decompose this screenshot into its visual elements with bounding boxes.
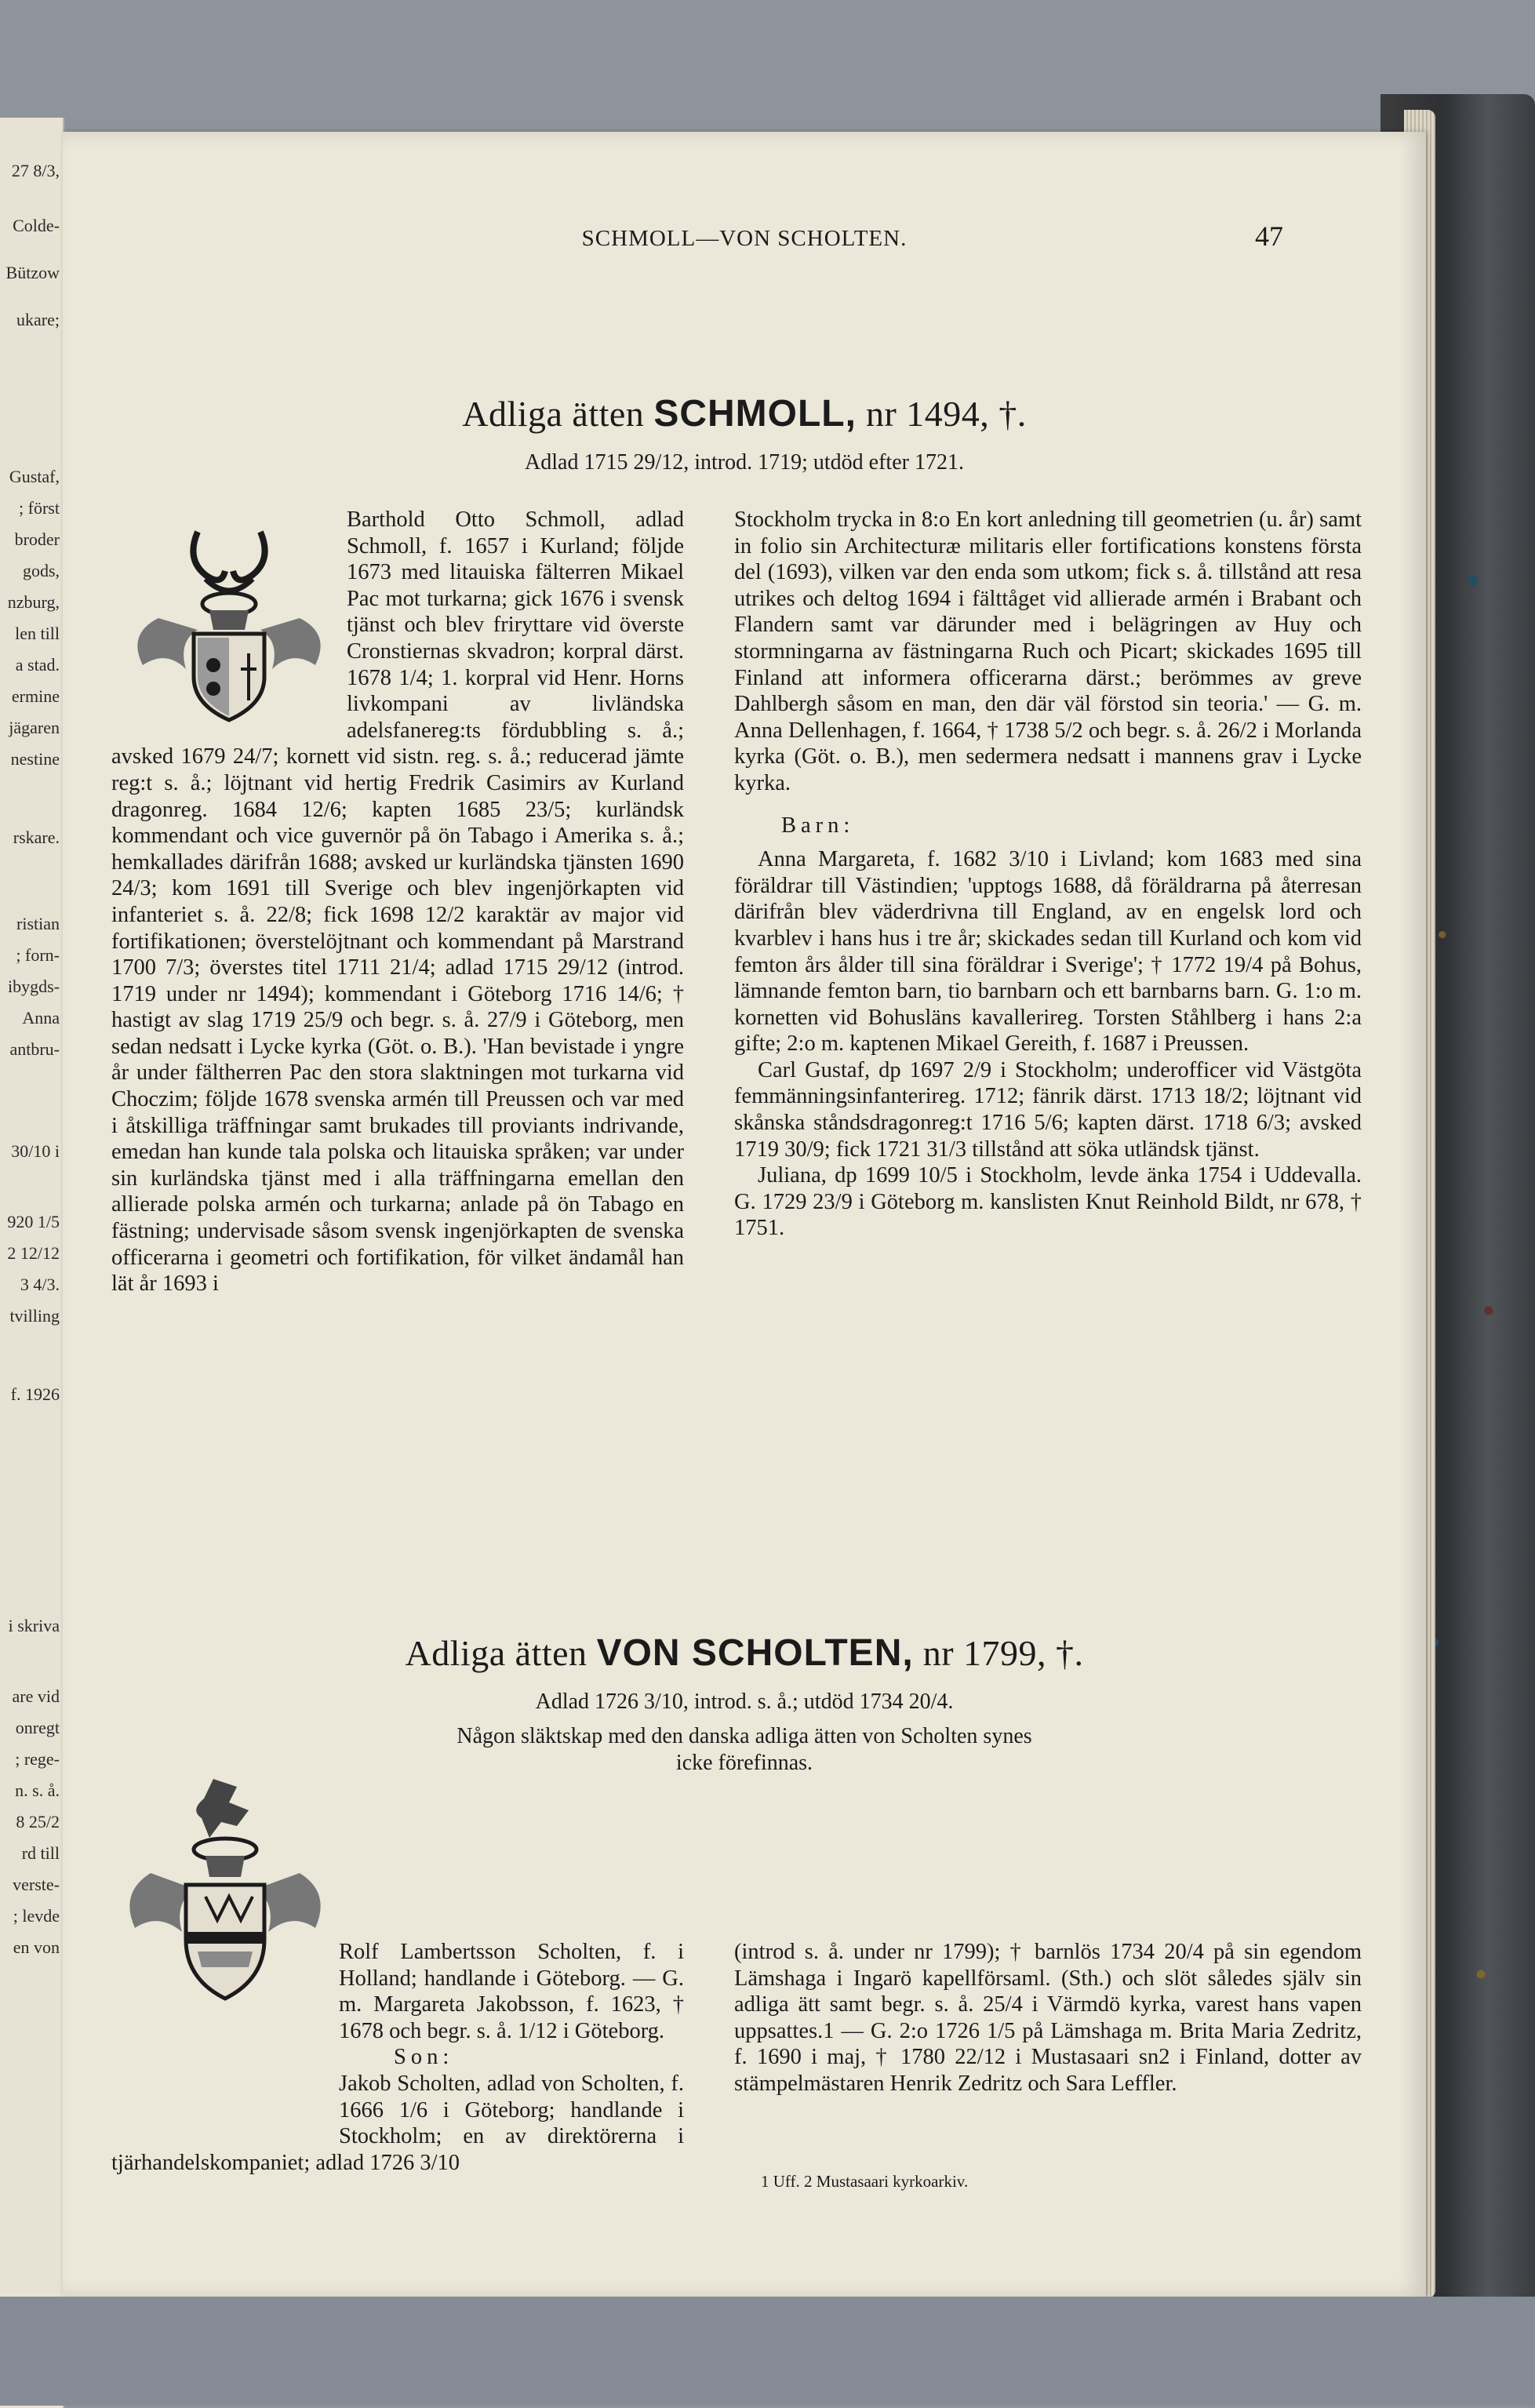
schmoll-left-text (111, 507, 684, 1297)
previous-page-line: 30/10 i (11, 1141, 60, 1161)
coat-spacer (111, 507, 347, 742)
previous-page-line: ; rege- (15, 1749, 60, 1769)
previous-page-line: broder (14, 529, 60, 549)
previous-page-line: ibygds- (8, 977, 60, 996)
previous-page-line: ukare; (16, 310, 60, 329)
schmoll-title (63, 392, 1426, 435)
previous-page-line: ; forn- (16, 945, 60, 965)
previous-page-line: Colde- (13, 216, 60, 235)
previous-page-line: 27 8/3, (11, 161, 60, 180)
previous-page-line: n. s. å. (15, 1781, 60, 1800)
previous-page-line: ; levde (13, 1906, 60, 1926)
previous-page-line: verste- (13, 1875, 60, 1894)
previous-page-line: 8 25/2 (16, 1812, 60, 1831)
schmoll-title-family: SCHMOLL, (653, 393, 857, 435)
running-head: SCHMOLL—VON SCHOLTEN. (581, 226, 908, 251)
scholten-jakob-text: Jakob Scholten, adlad von Scholten, f. 1666 1/6 i Göteborg; handlande i Stockholm; en av direktörerna i tjärhandelskompaniet; adlad 1726 3/10 (111, 2071, 684, 2175)
previous-page-line: en von (13, 1937, 60, 1957)
page-number: 47 (1255, 220, 1283, 252)
previous-page-line: len till (15, 624, 60, 643)
previous-page-line: rd till (21, 1843, 60, 1863)
previous-page-fragment (0, 118, 64, 2408)
previous-page-line: nzburg, (7, 592, 60, 612)
scholten-title-pre: Adliga ätten (405, 1633, 587, 1673)
schmoll-child-carl: Carl Gustaf, dp 1697 2/9 i Stockholm; underofficer vid Västgöta femmänningsinfanterireg. 1712; fänrik därst. 1713 18/2; löjtnant vid skånska ståndsdragonreg:t 1716 5/6; kapten därst. 1718 6/3; avsked 1719 30/9; fick 1721 31/3 tillstånd att söka utländsk tjänst. (734, 1057, 1362, 1162)
previous-page-line: 2 12/12 (7, 1243, 60, 1263)
scholten-note-line2: icke förefinnas. (675, 1751, 813, 1775)
schmoll-title-pre: Adliga ätten (462, 394, 645, 434)
scholten-title-post: nr 1799, †. (922, 1633, 1084, 1673)
previous-page-line: ristian (16, 914, 60, 933)
scholten-rolf-text: Rolf Lambertsson Scholten, f. i Holland; handlande i Göteborg. — G. m. Margareta Jakobsson, f. 1623, † 1678 och begr. s. å. 1/12 i Göteborg. (339, 1940, 684, 2043)
scholten-right-para: (introd s. å. under nr 1799); † barnlös 1734 20/4 på sin egendom Lämshaga i Ingarö kapellförsaml. (Sth.) och slöt således själv sin adliga ätt samt begr. s. å. 25/4 i Värmdö kyrka, varest hans vapen uppsattes.1 — G. 2:o 1726 1/5 på Lämshaga m. Brita Maria Zedritz, f. 1690 i maj, † 1780 22/12 i Mustasaari sn2 i Finland, dotter av stämpelmästaren Henrik Zedritz och Sara Leffler. (734, 1940, 1362, 2096)
previous-page-line: jägaren (9, 718, 60, 737)
schmoll-left-column (111, 507, 684, 1297)
previous-page-line: a stad. (15, 655, 60, 675)
previous-page-line: Bützow (5, 263, 60, 282)
schmoll-subtitle: Adlad 1715 29/12, introd. 1719; utdöd efter 1721. (525, 450, 964, 475)
schmoll-left-paragraph: Barthold Otto Schmoll, adlad Schmoll, f. 1657 i Kurland; följde 1673 med litauiska fälterren Mikael Pac mot turkarna; gick 1676 i svensk tjänst och blev friryttare vid överste Cronstiernas skvadron; korpral därst. 1678 1/4; 1. korpral vid Henr. Horns livkompani av livländska adelsfanereg:ts fördubbling s. å.; avsked 1679 24/7; kornett vid sistn. reg. s. å.; reducerad jämte reg:t s. å.; löjtnant vid hertig Fredrik Casimirs av Kurland dragonreg. 1684 12/6; kapten 1685 23/5; kurländsk kommendant och vice guvernör på ön Tabago i Amerika s. å.; hemkallades därifrån 1688; avsked ur kurländska tjänsten 1690 24/3; kom 1691 till Sverige och blev ingenjörkapten vid infanteriet s. å. 22/8; fick 1698 12/2 karaktär av major vid fortifikationen; överstelöjtnant och kommendant på Marstrand 1700 7/3; överstes titel 1711 21/4; adlad 1715 29/12 (introd. 1719 under nr 1494); kommendant i Göteborg 1716 14/6; † hastigt av slag 1719 25/9 och begr. s. å. 27/9 i Göteborg, men sedan nedsatt i Lycke kyrka (Göt. o. B.). 'Han bevistade i yngre år under fältherren Pac den stora slaktningen mot turkarna vid Choczim; följde 1678 svenska armén till Preussen och var med i åtskilliga träffningar samt brukades till proviants indrivande, emedan han kunde tala polska och litauiska språken; var under sin kurländska tjänst med i alla träffningarna emellan den allierade polska armén och turkarna; anlade på ön Tabago en fästning; undervisade såsom svensk ingenjörkapten de svenska officerarna i geometri och fortifikation, för vilket ändamål han lät år 1693 i (111, 507, 684, 1297)
previous-page-line: Anna (22, 1008, 60, 1028)
previous-page-line: are vid (12, 1686, 60, 1706)
schmoll-right-para-1: Stockholm trycka in 8:o En kort anledning till geometrien (u. år) samt in folio sin Architecturæ militaris eller fortifications konstens första del (1693), vilken var den enda som utkom; fick s. å. tillstånd att resa utrikes och deltog 1694 i fälttåget vid allierade armén i Brabant och Flandern samt var därunder med i belägringen av Huy och stormningarna av fästningarna Ruch och Picart; skickades 1695 till Finland att informera officerarna därst.; berömmes av greve Dahlbergh såsom en man, den där väl förstod sin teoria.' — G. m. Anna Dellenhagen, f. 1664, † 1738 5/2 och begr. s. å. 26/2 i Morlanda kyrka (Göt. o. B.), men sedermera nedsatt i mannens grav i Lycke kyrka. (734, 507, 1362, 795)
book-page (63, 132, 1426, 2297)
previous-page-line: nestine (10, 749, 60, 769)
scholten-subtitle: Adlad 1726 3/10, introd. s. å.; utdöd 1734 20/4. (535, 1690, 954, 1714)
schmoll-child-anna: Anna Margareta, f. 1682 3/10 i Livland; kom 1683 med sina föräldrar till Västindien; 'upptogs 1688, då föräldrarna på återresan därifrån blev väderdrivna till England, av en engelsk lord och kvarblev i hans hus i tre år; skickades sedan till Kurland och kom vid femton års ålder till sina föräldrar i Sverige'; † 1772 19/4 på Bohus, lämnande femton barn, tio barnbarn och ett barnbarns barn. G. 1:o m. kornetten vid Bohusläns kavallerireg. Torsten Ståhlberg i hans 2:a gifte; 2:o m. kaptenen Mikael Gereith, f. 1687 i Preussen. (734, 847, 1362, 1057)
previous-page-line: 3 4/3. (20, 1275, 60, 1294)
scholten-footnotes: 1 Uff. 2 Mustasaari kyrkoarkiv. (761, 2172, 969, 2191)
scholten-jakob (111, 2071, 684, 2176)
scholten-right-column (734, 1939, 1362, 2097)
scholten-son-heading: Son: (394, 2045, 454, 2070)
schmoll-right-column (734, 507, 1362, 1242)
previous-page-line: i skriva (8, 1616, 60, 1635)
previous-page-line: tvilling (9, 1306, 60, 1326)
previous-page-line: 920 1/5 (7, 1212, 60, 1231)
previous-page-line: ermine (11, 686, 60, 706)
scholten-title (63, 1631, 1426, 1675)
schmoll-child-juliana: Juliana, dp 1699 10/5 i Stockholm, levde änka 1754 i Uddevalla. G. 1729 23/9 i Göteborg m. kanslisten Knut Reinhold Bildt, nr 678, † 1751. (734, 1163, 1362, 1241)
previous-page-line: antbru- (9, 1039, 60, 1059)
scholten-left-column (111, 1939, 684, 2176)
schmoll-children-heading: Barn: (781, 813, 855, 838)
previous-page-line: Gustaf, (9, 467, 60, 486)
background-below-book (0, 2297, 1535, 2406)
previous-page-line: ; först (19, 498, 60, 518)
previous-page-line: gods, (22, 561, 60, 580)
coat-spacer-2 (111, 2071, 339, 2124)
schmoll-title-post: nr 1494, †. (865, 394, 1027, 434)
scholten-title-family: VON SCHOLTEN, (596, 1632, 914, 1674)
previous-page-line: rskare. (13, 828, 60, 847)
scholten-rolf (111, 1939, 684, 2044)
previous-page-line: onregt (15, 1718, 60, 1737)
scholten-note-line1: Någon släktskap med den danska adliga ätten von Scholten synes (456, 1724, 1032, 1748)
previous-page-line: f. 1926 (10, 1384, 60, 1404)
